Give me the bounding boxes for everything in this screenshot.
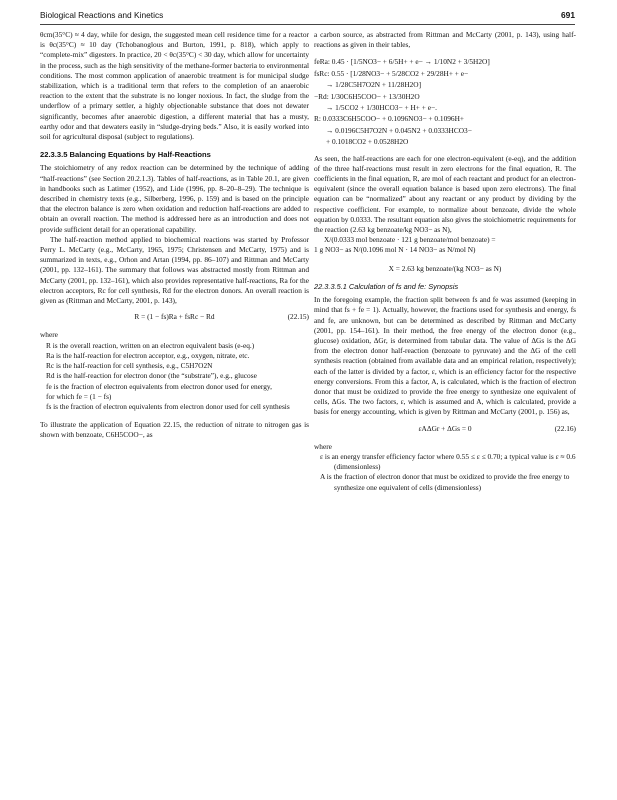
definition-item: fe is the fraction of electron equivalents from electron donor used for energy, [46,381,272,391]
reaction-line: → 1/5CO2 + 1/30HCO3− + H+ + e−. [326,103,437,113]
definition-item: fs is the fraction of electron equivalents from electron donor used for cell synthesis [46,401,290,411]
opening-paragraph: a carbon source, as abstracted from Rittman and McCarty (2001, p. 143), using half-reactions as given in their tables, [314,30,576,50]
equation-22-16 [314,424,576,434]
definition-item: Rc is the half-reaction for cell synthesis, e.g., C5H7O2N [46,361,213,371]
where-label: where [40,330,58,340]
definition-item: Rd is the half-reaction for electron donor (the “substrate”), e.g., glucose [46,371,257,381]
section-heading: 22.3.3.5 Balancing Equations by Half-Reactions [40,150,211,160]
equation-number: (22.15) [287,312,309,322]
definition-list [314,452,576,493]
where-label: where [314,441,332,451]
left-column [40,30,309,441]
closing-paragraph: To illustrate the application of Equation 22.15, the reduction of nitrate to nitrogen gas is shown with benzoate, C6H5COO−, as [40,420,309,440]
reaction-line: → 0.0196C5H7O2N + 0.045N2 + 0.0333HCO3− [326,125,472,135]
reaction-line: + 0.1018CO2 + 0.0528H2O [326,137,409,147]
equation-text: R = (1 − fs)Ra + fsRc − Rd [134,312,215,322]
definition-item: R is the overall reaction, written on an electron equivalent basis (e-eq.) [46,340,255,350]
definition-list [40,341,309,412]
subsection-heading: 22.3.3.5.1 Calculation of fs and fe: Synopsis [314,281,459,291]
calc-line: X/(0.0333 mol benzoate · 121 g benzoate/mol benzoate) = [324,235,496,245]
reaction-line: fsRc: 0.55 · [1/28NO3− + 5/28CO2 + 29/28H+ + e− [314,68,469,78]
right-column [314,30,576,493]
definition-item: A is the fraction of electron donor that must be oxidized to provide the free energy to synthesize one equivalent of cells (dimensionless) [320,472,570,492]
reaction-line: feRa: 0.45 · [1/5NO3− + 6/5H+ + e− → 1/10N2 + 3/5H2O] [314,57,490,67]
reaction-line: −Rd: 1/30C6H5COO− + 13/30H2O [314,91,420,101]
equation-number: (22.16) [554,423,576,433]
reaction-line: → 1/28C5H7O2N + 11/28H2O] [326,80,422,90]
section-title: Biological Reactions and Kinetics [40,10,164,20]
intro-paragraph: θcm(35°C) ≈ 4 day, while for design, the suggested mean cell residence time for a reactor is θc(35°C) ≈ 10 day (Tchobanoglous and Burton, 1991, p. 818), which apply to “complete-mix” digesters. In practice, 20 < θc(35°C) < 30 day, which allow for uncertainty in the process, such as the high sensitivity of the methane-former bacteria to environmental conditions. The most common application of anaerobic treatment is for municipal sludge stabilization, which is a traditional term that refers to the completion of an anaerobic reaction to the extent that the substrate is no longer noxious. In fact, the sludge from the underflow of a primary settler, a highly objectionable substance that does not dewater significantly, becomes after anaerobic digestion, a different material that has a musty, earthy odor and that dewaters easily in “sludge-drying beds.” Also, it is easily worked into soil for agricultural disposal (subject to regulations). [40,30,309,142]
definition-item: for which fe = (1 − fs) [46,391,112,401]
equation-22-15 [40,312,309,322]
definition-item: ε is an energy transfer efficiency factor where 0.55 ≤ ε ≤ 0.70; a typical value is ε ≈ 0.6 (dimensionless) [320,451,576,472]
paragraph-half-reactions: The stoichiometry of any redox reaction can be determined by the technique of adding “half-reactions” (see Section 20.2.1.3). Tables of half-reactions, as in Table 20.1, are given in handbooks such as Latimer (1952), and Lide (1996, pp. 8–20–8–29). The technique is described in chemistry texts (e.g., Silberberg, 1996, p. 159) and is based on the principle that the electron balance is zero when oxidation and reduction half-reactions are added to obtain an overall reaction. The method is addressed here as an introduction and does not provide sufficient detail for an operational capability. [40,163,309,234]
paragraph-half-reaction-balance: As seen, the half-reactions are each for one electron-equivalent (e-eq), and the addition of the three half-reactions must result in zero electrons for the final equation, R. The coefficients in the final equation, R, are mol of each reactant and product for an electron-equivalent (since the overall equation balance is based upon zero electrons). The final equation can be “normalized” about any reactant or any product by dividing by the respective coefficient. For example, to normalize about benzoate, divide the whole equation by 0.0333. The resultant equation also gives the stoichiometric requirements for the reaction (2.63 kg benzoate/kg NO3− as N), [314,153,576,235]
calc-line: 1 g NO3− as N/(0.1096 mol N · 14 NO3− as N/mol N) [314,245,476,255]
equation-text: εAΔGr + ΔGs = 0 [418,423,472,433]
definition-item: Ra is the half-reaction for electron acceptor, e.g., oxygen, nitrate, etc. [46,350,250,360]
paragraph-mccarty: The half-reaction method applied to biochemical reactions was started by Professor Perry L. McCarty (e.g., McCarty, 1965, 1975; Christensen and McCarty, 1975) and is summarized in texts, e.g., Orhon and Artan (1994, pp. 86–107) and Rittman and McCarty (2001, pp. 132–161). The summary that follows was abstracted mostly from Rittman and McCarty (2001, pp. 132–161), which also provides representative half-reactions, Ra for the electron acceptors, Rc for cell synthesis, Rd for the electron donors. An overall reaction is given as (Rittman and McCarty, 2001, p. 143), [40,234,309,306]
stoichiometric-result: X = 2.63 kg benzoate/(kg NO3− as N) [388,263,502,273]
paragraph-synopsis: In the foregoing example, the fraction split between fs and fe was assumed (keeping in mind that fs + fe = 1). Actually, however, the fractions used for synthesis and energy, fs and fe, are unknown, but can be determined as described by Rittman and McCarty (2001, pp. 154–161). In their method, the free energy of the electron donor (e.g., glucose) oxidation, ΔGr, is determined from tabular data. The value of ΔGs is the ΔG from the electron donor half-reaction (benzoate to pyruvate) and the ΔG of the cell synthesis reaction (obtained from available data and an empirical relation, respectively); each of the latter is divided by a factor, ε, which is an efficiency factor for the respective energy conversions. From this a factor, A, is calculated, which is the fraction of electron donor that must be oxidized to provide the free energy to synthesize one equivalent of cells, ΔGs. The two factors, ε, which is assumed and A, which is calculated, provide a basis for energy accounting, which is given by Rittman and McCarty (2001, p. 156) as, [314,295,576,417]
page-number: 691 [561,10,575,20]
running-header [40,8,575,25]
reaction-line: R: 0.0333C6H5COO− + 0.1096NO3− + 0.1096H+ [314,114,465,124]
